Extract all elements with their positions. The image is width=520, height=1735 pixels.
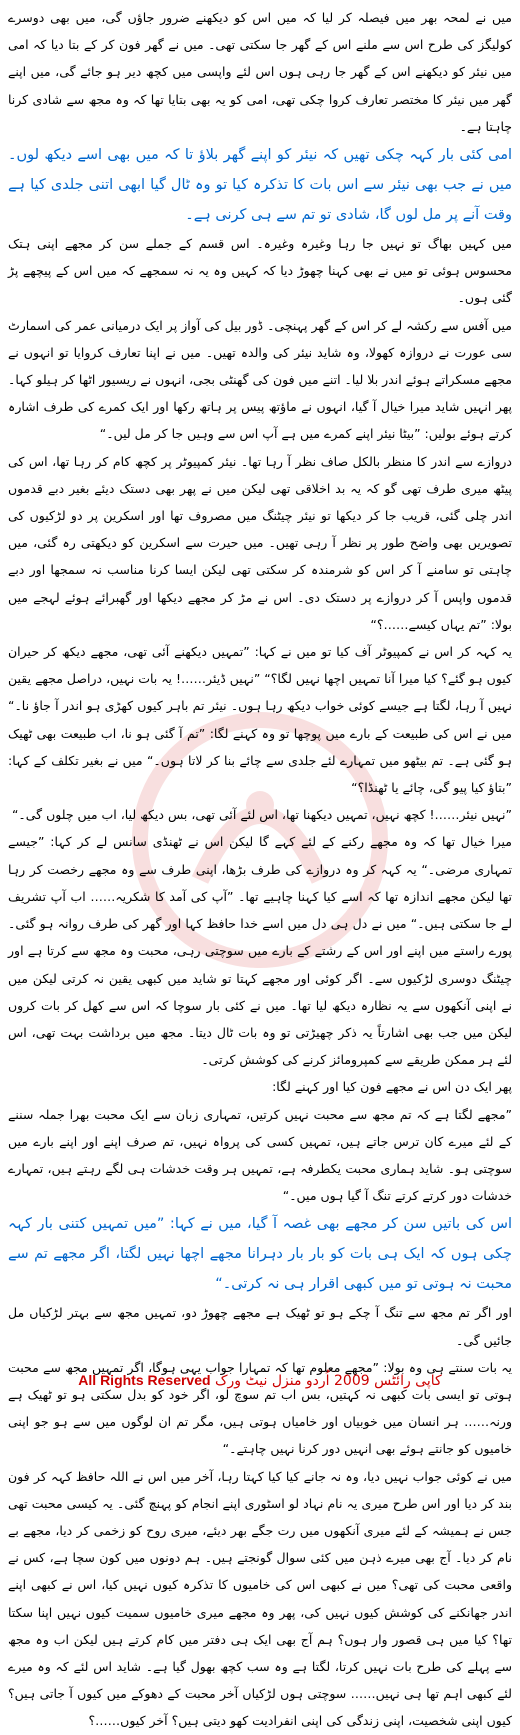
paragraph-4: دروازے سے اندر کا منظر بالکل صاف نظر آ رہا تھا۔ نیئر کمپیوٹر پر کچھ کام کر رہا تھا، اس کی پیٹھ میری طرف تھی گو کہ یہ بد اخلاقی تھی لیکن میں نے پھر بھی دستک دیئے بغیر دبے قدموں اندر چلی گئی، قریب جا کر دیکھا تو نیئر چیٹنگ میں مصروف تھا اور اسکرین پر دو لڑکیوں کی تصویریں بھی واضح طور پر نظر آ رہی تھیں۔ میں حیرت سے اسکرین کو دیکھتی رہ گئی، میں چاہتی تو سامنے آ کر اس کو شرمندہ کر سکتی تھی لیکن ایسا کرنا مناسب نہ سمجھا اور دبے قدموں واپس آ کر دروازے پر دستک دی۔ اس نے مڑ کر مجھے دیکھا اور گھبرائے ہوئے لہجے میں بولا: ”تم یہاں کیسے……؟“ <box>8 453 512 632</box>
paragraph-6: ”نہیں نیئر……! کچھ نہیں، تمہیں دیکھنا تھا، اس لئے آئی تھی، بس دیکھ لیا، اب میں چلوں گی۔“ <box>11 807 512 823</box>
paragraph-5: یہ کہہ کر اس نے کمپیوٹر آف کیا تو میں نے کہا: ”تمہیں دیکھنے آئی تھی، مجھے دیکھ کر حیران کیوں ہو گئے؟ کیا میرا آنا تمہیں اچھا نہیں لگا؟“ ”نہیں ڈیئر……! یہ بات نہیں، دراصل مجھے یقین نہیں آ رہا، لگتا ہے جیسے کوئی خواب دیکھ رہا ہوں۔ نیئر تم باہر کیوں کھڑی ہو اندر آ جاؤ نا۔“ میں نے اس کی طبیعت کے بارے میں پوچھا تو وہ کہنے لگا: ”تم آ گئی ہو نا، اب طبیعت بھی ٹھیک ہو گئی ہے۔ تم بیٹھو میں تمہارے لئے جلدی سے چائے بنا کر لاتا ہوں۔“ میں نے بغیر تکلف کے کہا: ”بتاؤ کیا پیو گی، چائے یا ٹھنڈا؟“ <box>8 644 512 796</box>
paragraph-12: میں نے کوئی جواب نہیں دیا، وہ نہ جانے کیا کیا کہتا رہا، آخر میں اس نے اللہ حافظ کہہ کر فون بند کر دیا اور اس طرح میری یہ نام نہاد لو اسٹوری اپنے انجام کو پہنچ گئی۔ یہ کیسی محبت تھی جس نے ہمیشہ کے لئے میری آنکھوں میں رت جگے بھر دیئے، میری روح کو زخمی کر دیا، مجھے بے نام کر دیا۔ آج بھی میرے ذہن میں کئی سوال گونجتے ہیں۔ ہم دونوں میں کون سچا ہے، کس نے واقعی محبت کی تھی؟ میں نے کبھی اس کی خامیوں کا تذکرہ کیوں نہیں کیا، اس نے کبھی اپنے اندر جھانکنے کی کوشش کیوں نہیں کی، پھر وہ مجھے میری خامیوں سمیت کیوں نہیں اپنا سکتا تھا؟ کیا میں ہی قصور وار ہوں؟ ہم آج بھی ایک ہی دفتر میں کام کرتے ہیں لیکن اب وہ مجھ سے پہلے کی طرح بات نہیں کرتا، لگتا ہے وہ سب کچھ بھول گیا ہے۔ شاید اس لئے کہ وہ میرے لئے کبھی اہم تھا ہی نہیں…… سوچتی ہوں لڑکیاں آخر محبت کے دھوکے میں کیوں آ جاتی ہیں؟ کیوں اپنی شخصیت، اپنی زندگی کی اپنی انفرادیت کھو دیتی ہیں؟ آخر کیوں……؟ <box>8 1468 512 1729</box>
paragraph-8: پھر ایک دن اس نے مجھے فون کیا اور کہنے لگا: <box>272 1079 512 1095</box>
paragraph-2: میں کہیں بھاگ تو نہیں جا رہا وغیرہ وغیرہ۔ اس قسم کے جملے سن کر مجھے اپنی ہتک محسوس ہوئی تو میں نے بھی کہنا چھوڑ دیا کہ کہیں وہ یہ نہ سمجھے کہ میں اس کے پیچھے پڑ گئی ہوں۔ <box>8 236 512 306</box>
pull-quote-2: اس کی باتیں سن کر مجھے بھی غصہ آ گیا، میں نے کہا: ”میں تمہیں کتنی بار کہہ چکی ہوں کہ ایک ہی بات کو بار بار دہرانا مجھے اچھا نہیں لگتا، اگر مجھے تم سے محبت نہ ہوتی تو میں کبھی اقرار ہی نہ کرتی۔“ <box>8 1216 512 1293</box>
footer-urdu: کاپی رائٹس 2009 اُردو منزل نیٹ ورک <box>215 1373 442 1389</box>
pull-quote-1: امی کئی بار کہہ چکی تھیں کہ نیئر کو اپنے گھر بلاؤ تا کہ میں بھی اسے دیکھ لوں۔ میں نے جب بھی نیئر سے اس بات کا تذکرہ کیا تو وہ ٹال گیا ابھی اتنی جلدی کیا ہے وقت آنے پر مل لوں گا، شادی تو تم سے ہی کرنی ہے۔ <box>8 147 512 224</box>
paragraph-7: میرا خیال تھا کہ وہ مجھے رکنے کے لئے کہے گا لیکن اس نے ٹھنڈی سانس لے کر کہا: ”جیسے تمہاری مرضی۔“ یہ کہہ کر وہ دروازے کی طرف بڑھا، اپنی طرف سے وہ مجھے رخصت کر رہا تھا لیکن مجھے اندازہ تھا کہ اسے کیا کہنا چاہیے تھا۔ ”آپ کی آمد کا شکریہ…… اب آپ تشریف لے جا سکتی ہیں۔“ میں نے دل ہی دل میں اسے خدا حافظ کہا اور گھر کی طرف روانہ ہو گئی۔ پورے راستے میں اپنے اور اس کے رشتے کے بارے میں سوچتی رہی، محبت وہ مجھ سے کرتا ہے اور چیٹنگ دوسری لڑکیوں سے۔ اگر کوئی اور مجھے کہتا تو شاید میں کبھی یقین نہ کرتی لیکن میں نے اپنی آنکھوں سے یہ نظارہ دیکھ لیا تھا۔ میں نے کئی بار سوچا کہ اس سے کھل کر بات کروں لیکن میں جب بھی اشارتاً یہ ذکر چھیڑتی تو وہ بات ٹال دیتا۔ مجھ میں برداشت بہت تھی، اس لئے ہر ممکن طریقے سے کمپرومائز کرنے کی کوشش کرتی۔ <box>8 834 512 1068</box>
copyright-footer <box>0 1368 520 1393</box>
paragraph-11: یہ بات سنتے ہی وہ بولا: ”مجھے معلوم تھا کہ تمہارا جواب یہی ہوگا، اگر تمہیں مجھ سے محبت ہوتی تو ایسی بات کبھی نہ کہتیں، بس اب تم سوچ لو، اگر خود کو بدل سکتی ہو تو ٹھیک ہے ورنہ…… ہر انسان میں خوبیاں اور خامیاں ہوتی ہیں، مگر تم ان لوگوں میں سے ہو جو اپنی خامیوں کو جانتے ہوئے بھی انہیں دور کرنا نہیں چاہتے۔“ <box>8 1359 512 1457</box>
paragraph-1: میں نے لمحہ بھر میں فیصلہ کر لیا کہ میں اس کو دیکھنے ضرور جاؤں گی، میں بھی دوسرے کولیگز کی طرح اس سے ملنے اس کے گھر جا سکتی تھی۔ میں نے گھر فون کر کے بتا دیا کہ امی میں نیئر کو دیکھنے اس کے گھر جا رہی ہوں اس لئے واپسی میں کچھ دیر ہو جائے گی، میں اپنے گھر میں نیئر کا مختصر تعارف کروا چکی تھی، امی کو یہ بھی بتایا تھا کہ وہ مجھ سے شادی کرنا چاہتا ہے۔ <box>8 10 512 134</box>
paragraph-9: ”مجھے لگتا ہے کہ تم مجھ سے محبت نہیں کرتیں، تمہاری زبان سے ایک محبت بھرا جملہ سننے کے لئے میرے کان ترس جاتے ہیں، تمہیں کسی کی پرواہ نہیں، تم صرف اپنے اور اپنے بارے میں سوچتی ہو۔ شاید ہماری محبت یکطرفہ ہے، تمہیں ہر وقت خدشات ہی لگے رہتے ہیں، تمہارے خدشات دور کرتے کرتے تنگ آ گیا ہوں میں۔“ <box>8 1106 512 1204</box>
footer-english: All Rights Reserved <box>78 1372 211 1388</box>
paragraph-10: اور اگر تم مجھ سے تنگ آ چکے ہو تو ٹھیک ہے مجھے چھوڑ دو، تمہیں مجھ سے بہتر لڑکیاں مل جائیں گی۔ <box>8 1305 512 1348</box>
paragraph-3: میں آفس سے رکشہ لے کر اس کے گھر پہنچی۔ ڈور بیل کی آواز پر ایک درمیانی عمر کی اسمارٹ سی عورت نے دروازہ کھولا، وہ شاید نیئر کی والدہ تھیں۔ میں نے اپنا تعارف کروایا تو انہوں نے مجھے مسکراتے ہوئے اندر بلا لیا۔ اتنے میں فون کی گھنٹی بجی، انہوں نے ریسیور اٹھا کر ہیلو کہا۔ پھر انہیں شاید میرا خیال آ گیا، انہوں نے ماؤتھ پیس پر ہاتھ رکھا اور ایک کمرے کی طرف اشارہ کرتے ہوئے بولیں: ”بیٹا نیئر اپنے کمرے میں ہے آپ اس سے وہیں جا کر مل لیں۔“ <box>8 317 512 442</box>
